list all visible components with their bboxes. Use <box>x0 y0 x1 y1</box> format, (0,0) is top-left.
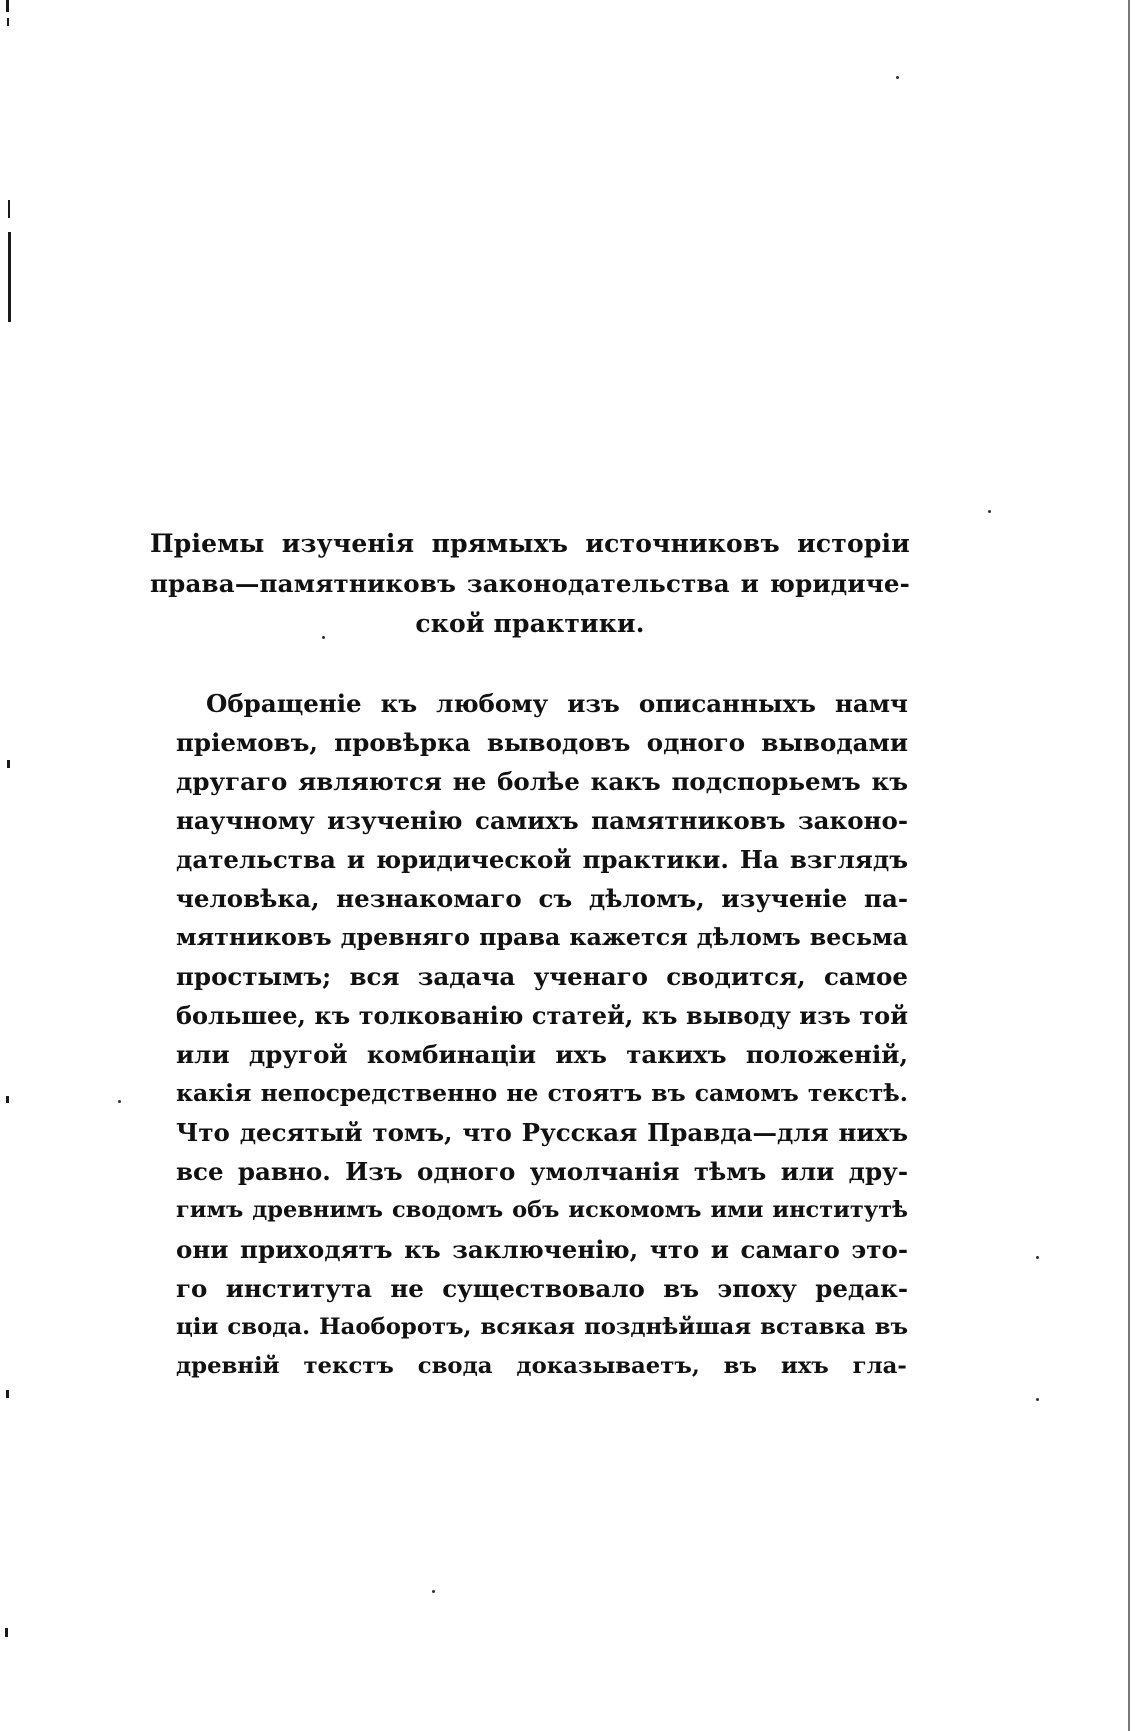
text-line: гимъ древнимъ сводомъ объ искомомъ ими институтѣ <box>176 1197 908 1223</box>
scan-edge-mark <box>5 1628 8 1637</box>
scan-speck <box>988 510 991 513</box>
text-line: пріемовъ, провѣрка выводовъ одного выводами <box>176 728 908 757</box>
text-line: другаго являются не болѣе какъ подспорьемъ къ <box>176 767 908 796</box>
text-line: или другой комбинаціи ихъ такихъ положеній, <box>176 1040 908 1069</box>
text-line: го института не существовало въ эпоху редак- <box>176 1274 908 1303</box>
text-line: они приходятъ къ заключенію, что и самаго это- <box>176 1235 908 1264</box>
scan-speck <box>1036 1398 1039 1401</box>
section-heading <box>150 524 910 644</box>
text-line: научному изученію самихъ памятниковъ законо- <box>176 806 908 835</box>
scan-edge-mark <box>7 760 10 768</box>
scan-speck <box>432 1590 435 1593</box>
heading-line: права—памятниковъ законодательства и юридиче- <box>150 569 910 598</box>
scan-speck <box>896 76 899 79</box>
scan-edge-mark <box>6 1096 9 1103</box>
scan-speck <box>118 1100 121 1103</box>
text-line: человѣка, незнакомаго съ дѣломъ, изученіе па- <box>176 884 908 913</box>
text-line: все равно. Изъ одного умолчанія тѣмъ или дру- <box>176 1157 908 1186</box>
scan-edge-mark <box>8 200 10 218</box>
scan-edge-mark <box>6 1390 9 1398</box>
text-line: Обращеніе къ любому изъ описанныхъ намч <box>206 689 908 718</box>
body-paragraph <box>176 684 908 1386</box>
scan-edge-line <box>1128 0 1130 1731</box>
heading-line: ской практики. <box>415 609 645 638</box>
scan-speck <box>1036 1256 1039 1259</box>
text-line: ціи свода. Наоборотъ, всякая позднѣйшая вставка въ <box>176 1314 908 1340</box>
text-line: дательства и юридической практики. На взглядъ <box>176 845 908 874</box>
scan-edge-mark <box>8 232 11 322</box>
text-line: древній текстъ свода доказываетъ, въ ихъ гла- <box>176 1353 907 1379</box>
text-line: Что десятый томъ, что Русская Правда—для нихъ <box>176 1118 908 1147</box>
scan-edge-mark <box>6 0 9 12</box>
text-line: большее, къ толкованію статей, къ выводу изъ той <box>176 1001 908 1030</box>
text-line: мятниковъ древняго права кажется дѣломъ весьма <box>176 923 908 951</box>
heading-line: Пріемы изученія прямыхъ источниковъ исторіи <box>150 529 910 558</box>
scan-edge-mark <box>7 18 9 26</box>
text-line: простымъ; вся задача ученаго сводится, самое <box>176 962 908 991</box>
text-line: какія непосредственно не стоятъ въ самомъ текстѣ. <box>176 1079 908 1107</box>
